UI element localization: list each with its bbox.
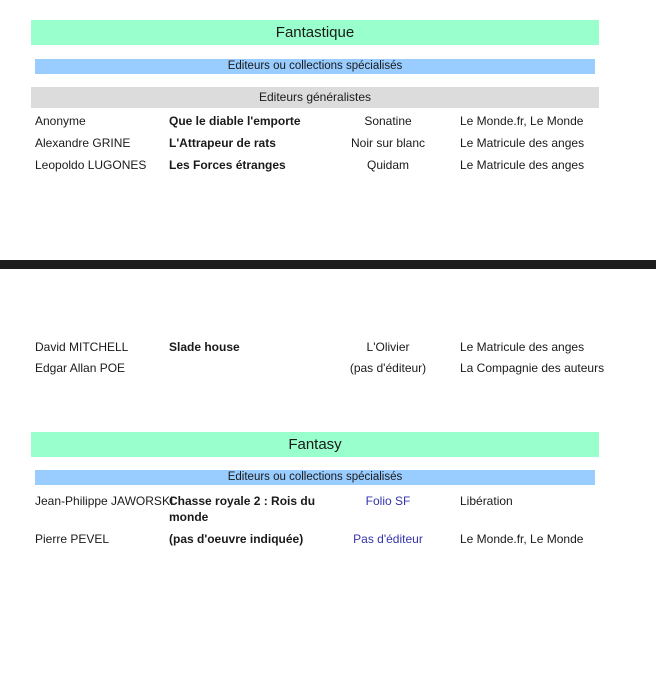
general-publishers-bar: Editeurs généralistes xyxy=(31,87,599,108)
source-cell: Le Matricule des anges xyxy=(460,158,585,172)
title-cell: L'Attrapeur de rats xyxy=(169,136,276,150)
source-cell: Le Matricule des anges xyxy=(460,136,585,150)
title-cell: (pas d'oeuvre indiquée) xyxy=(169,532,304,546)
title-cell: Slade house xyxy=(169,340,240,354)
source-cell: La Compagnie des auteurs xyxy=(460,361,605,375)
specialised-publishers-bar: Editeurs ou collections spécialisés xyxy=(35,59,595,74)
publisher-link[interactable]: Pas d'éditeur xyxy=(353,532,423,546)
author-cell: Edgar Allan POE xyxy=(35,361,126,375)
publisher-cell: Sonatine xyxy=(364,114,412,128)
publisher-cell: Quidam xyxy=(366,158,410,172)
title-cell: Que le diable l'emporte xyxy=(169,114,301,128)
publisher-cell: Noir sur blanc xyxy=(350,136,426,150)
author-cell: Alexandre GRINE xyxy=(35,136,131,150)
source-cell: Le Matricule des anges xyxy=(460,340,585,354)
specialised-publishers-bar: Editeurs ou collections spécialisés xyxy=(35,470,595,485)
section-title-fantastique: Fantastique xyxy=(31,20,599,45)
title-cell: Les Forces étranges xyxy=(169,158,286,172)
publisher-link[interactable]: Folio SF xyxy=(365,494,411,508)
author-cell: Leopoldo LUGONES xyxy=(35,158,147,172)
author-cell: Anonyme xyxy=(35,114,86,128)
section-title-fantasy: Fantasy xyxy=(31,432,599,457)
publisher-cell: L'Olivier xyxy=(366,340,410,354)
title-cell: Chasse royale 2 : Rois du monde xyxy=(169,494,316,524)
publisher-cell: (pas d'éditeur) xyxy=(349,361,427,375)
source-cell: Le Monde.fr, Le Monde xyxy=(460,114,584,128)
source-cell: Le Monde.fr, Le Monde xyxy=(460,532,584,546)
author-cell: Pierre PEVEL xyxy=(35,532,110,546)
source-cell: Libération xyxy=(460,494,513,508)
page-divider xyxy=(0,260,656,269)
author-cell: Jean-Philippe JAWORSKI xyxy=(35,494,174,508)
author-cell: David MITCHELL xyxy=(35,340,129,354)
